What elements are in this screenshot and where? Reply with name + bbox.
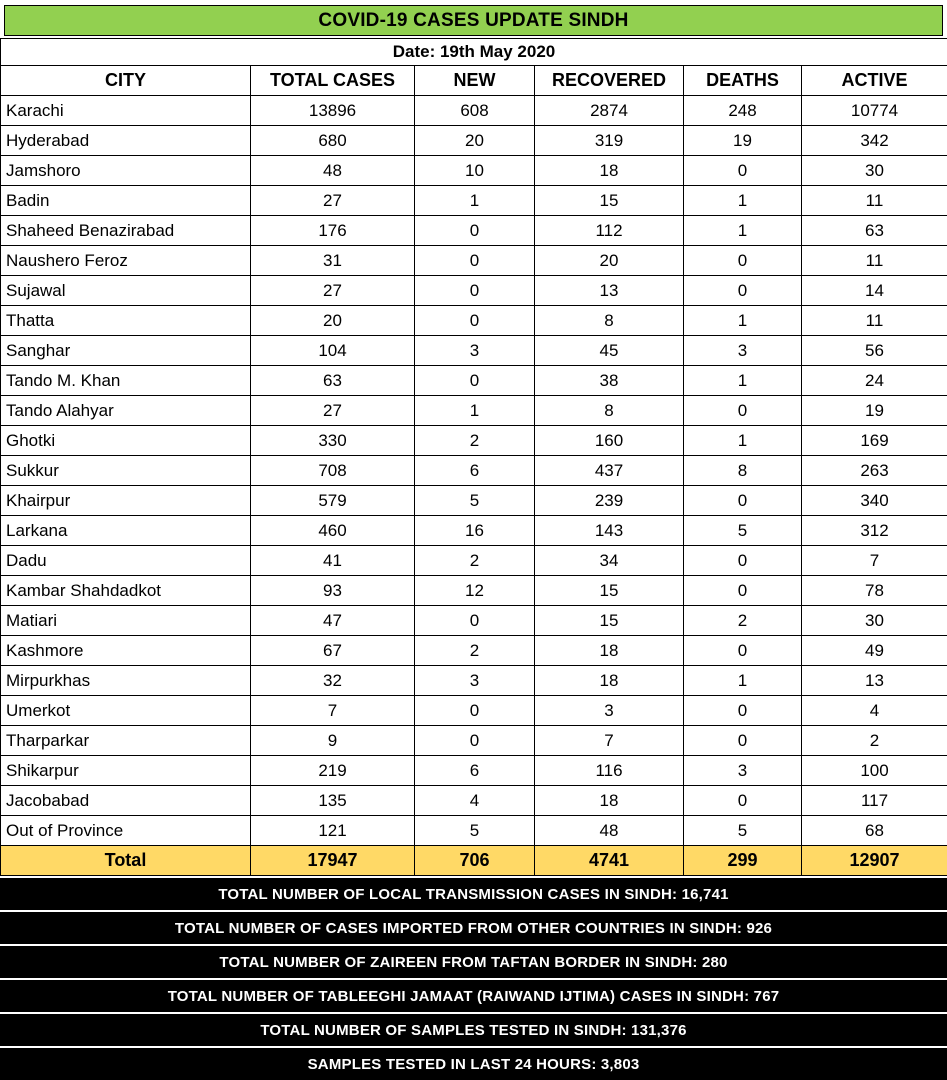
value-cell: 8 [684,456,802,486]
value-cell: 9 [251,726,415,756]
covid-cases-table [0,38,947,876]
value-cell: 579 [251,486,415,516]
value-cell: 312 [802,516,947,546]
value-cell: 2 [415,426,535,456]
value-cell: 2 [415,546,535,576]
footer-line-zaireen-taftan: TOTAL NUMBER OF ZAIREEN FROM TAFTAN BORDER IN SINDH: 280 [0,946,947,978]
value-cell: 319 [535,126,684,156]
footer-line-tableeghi-jamaat: TOTAL NUMBER OF TABLEEGHI JAMAAT (RAIWAND IJTIMA) CASES IN SINDH: 767 [0,980,947,1012]
city-name-cell: Sanghar [1,336,251,366]
footer-line-imported-cases: TOTAL NUMBER OF CASES IMPORTED FROM OTHER COUNTRIES IN SINDH: 926 [0,912,947,944]
value-cell: 0 [684,156,802,186]
value-cell: 6 [415,756,535,786]
table-row [1,126,947,156]
value-cell: 7 [251,696,415,726]
table-row [1,246,947,276]
value-cell: 7 [535,726,684,756]
value-cell: 2 [684,606,802,636]
value-cell: 45 [535,336,684,366]
value-cell: 3 [415,336,535,366]
value-cell: 342 [802,126,947,156]
value-cell: 0 [415,216,535,246]
value-cell: 0 [684,636,802,666]
value-cell: 160 [535,426,684,456]
value-cell: 32 [251,666,415,696]
value-cell: 116 [535,756,684,786]
value-cell: 3 [535,696,684,726]
value-cell: 112 [535,216,684,246]
header-row [1,66,947,96]
total-row [1,846,947,876]
table-row [1,336,947,366]
table-row [1,606,947,636]
value-cell: 0 [684,276,802,306]
value-cell: 30 [802,156,947,186]
table-row [1,276,947,306]
value-cell: 10 [415,156,535,186]
value-cell: 13896 [251,96,415,126]
value-cell: 169 [802,426,947,456]
value-cell: 93 [251,576,415,606]
total-label-cell: Total [1,846,251,876]
table-row [1,306,947,336]
value-cell: 0 [684,786,802,816]
city-name-cell: Shikarpur [1,756,251,786]
table-row [1,516,947,546]
value-cell: 460 [251,516,415,546]
table-row [1,756,947,786]
value-cell: 8 [535,396,684,426]
city-name-cell: Naushero Feroz [1,246,251,276]
title-band [4,5,943,36]
value-cell: 5 [684,516,802,546]
city-name-cell: Umerkot [1,696,251,726]
value-cell: 5 [415,486,535,516]
value-cell: 340 [802,486,947,516]
value-cell: 176 [251,216,415,246]
city-name-cell: Matiari [1,606,251,636]
deaths-total-cell: 299 [684,846,802,876]
value-cell: 56 [802,336,947,366]
value-cell: 34 [535,546,684,576]
value-cell: 10774 [802,96,947,126]
value-cell: 1 [684,216,802,246]
table-row [1,546,947,576]
value-cell: 5 [415,816,535,846]
city-name-cell: Khairpur [1,486,251,516]
value-cell: 27 [251,186,415,216]
value-cell: 6 [415,456,535,486]
value-cell: 0 [684,576,802,606]
table-row [1,216,947,246]
value-cell: 20 [251,306,415,336]
value-cell: 135 [251,786,415,816]
value-cell: 13 [802,666,947,696]
value-cell: 680 [251,126,415,156]
value-cell: 0 [684,246,802,276]
footer-line-local-transmission: TOTAL NUMBER OF LOCAL TRANSMISSION CASES IN SINDH: 16,741 [0,878,947,910]
value-cell: 4 [802,696,947,726]
city-name-cell: Jacobabad [1,786,251,816]
value-cell: 4 [415,786,535,816]
table-row [1,666,947,696]
value-cell: 18 [535,636,684,666]
value-cell: 104 [251,336,415,366]
value-cell: 1 [684,306,802,336]
column-header-recovered: RECOVERED [535,66,684,96]
value-cell: 14 [802,276,947,306]
value-cell: 12 [415,576,535,606]
value-cell: 49 [802,636,947,666]
value-cell: 1 [415,186,535,216]
value-cell: 3 [415,666,535,696]
city-name-cell: Out of Province [1,816,251,846]
value-cell: 13 [535,276,684,306]
city-name-cell: Ghotki [1,426,251,456]
city-name-cell: Tando Alahyar [1,396,251,426]
footer-line-samples-tested: TOTAL NUMBER OF SAMPLES TESTED IN SINDH: 131,376 [0,1014,947,1046]
value-cell: 30 [802,606,947,636]
value-cell: 15 [535,186,684,216]
value-cell: 63 [802,216,947,246]
city-name-cell: Tando M. Khan [1,366,251,396]
city-name-cell: Badin [1,186,251,216]
city-name-cell: Thatta [1,306,251,336]
value-cell: 219 [251,756,415,786]
value-cell: 1 [684,426,802,456]
active-total-cell: 12907 [802,846,947,876]
value-cell: 68 [802,816,947,846]
value-cell: 2 [415,636,535,666]
city-name-cell: Tharparkar [1,726,251,756]
city-name-cell: Shaheed Benazirabad [1,216,251,246]
value-cell: 63 [251,366,415,396]
value-cell: 24 [802,366,947,396]
city-name-cell: Mirpurkhas [1,666,251,696]
table-row [1,456,947,486]
table-row [1,726,947,756]
table-row [1,96,947,126]
value-cell: 437 [535,456,684,486]
value-cell: 0 [415,246,535,276]
city-name-cell: Dadu [1,546,251,576]
value-cell: 0 [684,486,802,516]
value-cell: 0 [684,546,802,576]
value-cell: 330 [251,426,415,456]
value-cell: 100 [802,756,947,786]
value-cell: 1 [684,666,802,696]
value-cell: 19 [684,126,802,156]
value-cell: 121 [251,816,415,846]
value-cell: 1 [415,396,535,426]
value-cell: 47 [251,606,415,636]
column-header-total-cases: TOTAL CASES [251,66,415,96]
table-row [1,816,947,846]
table-row [1,426,947,456]
city-name-cell: Kashmore [1,636,251,666]
value-cell: 18 [535,156,684,186]
column-header-deaths: DEATHS [684,66,802,96]
value-cell: 3 [684,336,802,366]
value-cell: 38 [535,366,684,396]
recovered-total-cell: 4741 [535,846,684,876]
page-title: COVID-19 CASES UPDATE SINDH [318,9,629,31]
date-label: Date: 19th May 2020 [1,39,947,66]
city-name-cell: Karachi [1,96,251,126]
value-cell: 27 [251,396,415,426]
value-cell: 2874 [535,96,684,126]
table-row [1,486,947,516]
value-cell: 248 [684,96,802,126]
new-total-cell: 706 [415,846,535,876]
value-cell: 1 [684,366,802,396]
value-cell: 11 [802,246,947,276]
value-cell: 0 [684,726,802,756]
value-cell: 19 [802,396,947,426]
city-name-cell: Larkana [1,516,251,546]
total-cases-total-cell: 17947 [251,846,415,876]
value-cell: 11 [802,306,947,336]
value-cell: 48 [535,816,684,846]
value-cell: 0 [415,696,535,726]
value-cell: 7 [802,546,947,576]
value-cell: 1 [684,186,802,216]
value-cell: 15 [535,606,684,636]
column-header-city: CITY [1,66,251,96]
value-cell: 18 [535,786,684,816]
value-cell: 0 [415,276,535,306]
value-cell: 0 [415,306,535,336]
value-cell: 20 [415,126,535,156]
city-name-cell: Sujawal [1,276,251,306]
value-cell: 0 [415,726,535,756]
value-cell: 708 [251,456,415,486]
value-cell: 143 [535,516,684,546]
value-cell: 263 [802,456,947,486]
value-cell: 78 [802,576,947,606]
value-cell: 67 [251,636,415,666]
table-row [1,156,947,186]
table-row [1,576,947,606]
city-name-cell: Hyderabad [1,126,251,156]
table-row [1,396,947,426]
city-name-cell: Jamshoro [1,156,251,186]
value-cell: 5 [684,816,802,846]
column-header-active: ACTIVE [802,66,947,96]
value-cell: 8 [535,306,684,336]
value-cell: 41 [251,546,415,576]
table-row [1,366,947,396]
value-cell: 31 [251,246,415,276]
date-row [1,39,947,66]
footer-line-samples-24h: SAMPLES TESTED IN LAST 24 HOURS: 3,803 [0,1048,947,1080]
value-cell: 0 [415,606,535,636]
value-cell: 117 [802,786,947,816]
city-name-cell: Kambar Shahdadkot [1,576,251,606]
value-cell: 608 [415,96,535,126]
value-cell: 239 [535,486,684,516]
value-cell: 0 [684,396,802,426]
value-cell: 15 [535,576,684,606]
column-header-new: NEW [415,66,535,96]
summary-footer [0,878,947,1080]
table-row [1,186,947,216]
table-row [1,636,947,666]
value-cell: 27 [251,276,415,306]
value-cell: 48 [251,156,415,186]
value-cell: 2 [802,726,947,756]
value-cell: 18 [535,666,684,696]
value-cell: 16 [415,516,535,546]
city-name-cell: Sukkur [1,456,251,486]
value-cell: 20 [535,246,684,276]
value-cell: 11 [802,186,947,216]
value-cell: 0 [415,366,535,396]
value-cell: 0 [684,696,802,726]
table-row [1,786,947,816]
table-row [1,696,947,726]
value-cell: 3 [684,756,802,786]
city-rows [1,96,947,846]
